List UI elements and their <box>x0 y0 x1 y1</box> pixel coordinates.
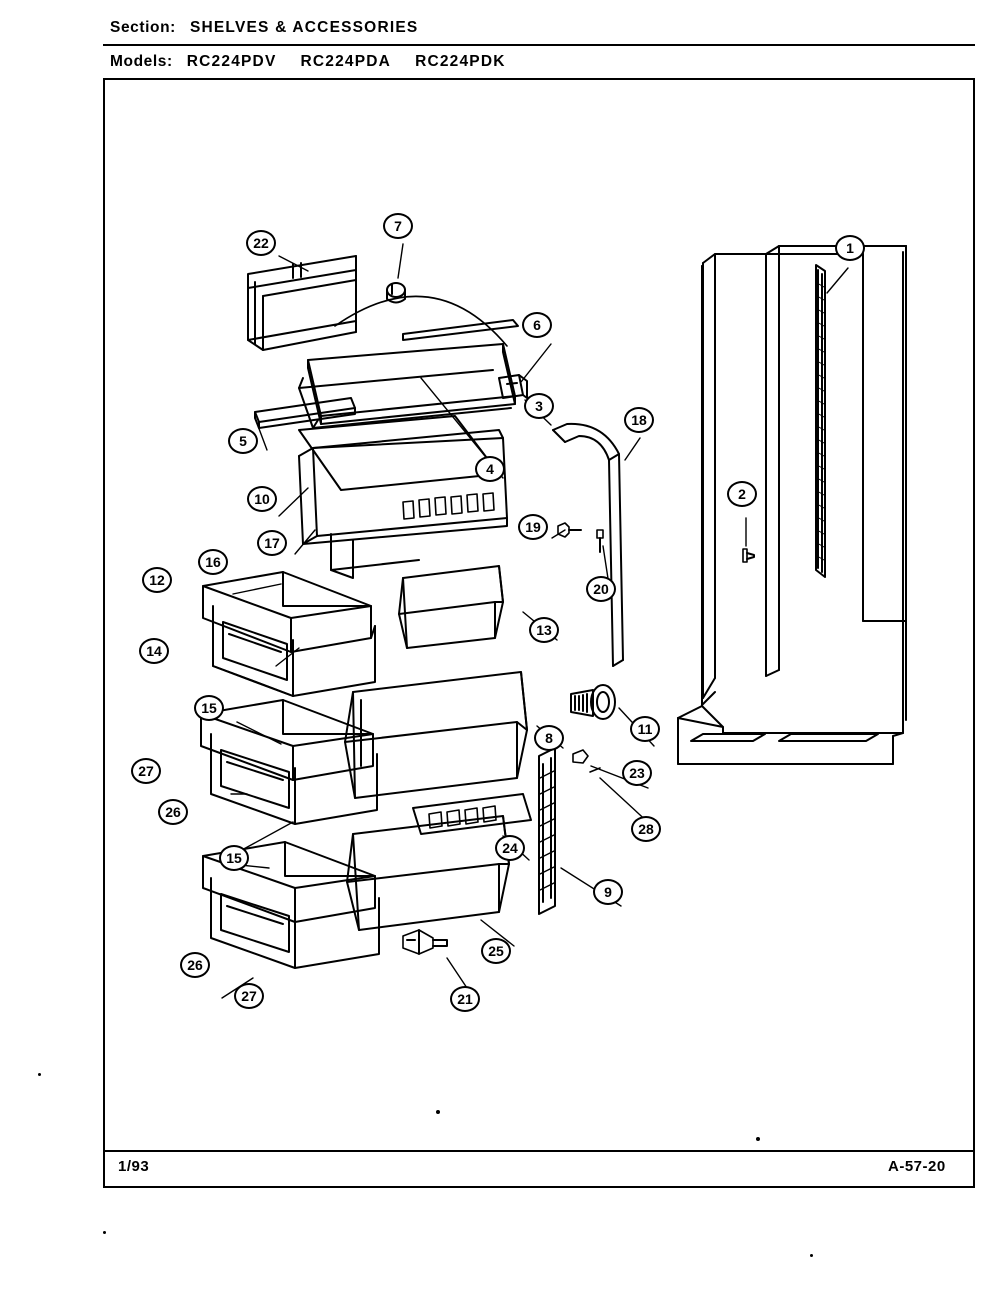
callout-15-lower[interactable]: 15 <box>219 845 249 871</box>
header-divider <box>103 44 975 46</box>
callout-27-lower[interactable]: 27 <box>234 983 264 1009</box>
models-heading <box>110 53 530 71</box>
footer-divider <box>103 1150 975 1152</box>
callout-23[interactable]: 23 <box>622 760 652 786</box>
callout-20[interactable]: 20 <box>586 576 616 602</box>
section-label: Section: <box>110 19 176 36</box>
speck <box>103 1231 106 1234</box>
callout-11[interactable]: 11 <box>630 716 660 742</box>
callout-15[interactable]: 15 <box>194 695 224 721</box>
footer-page-code: A-57-20 <box>888 1158 946 1175</box>
callout-6[interactable]: 6 <box>522 312 552 338</box>
callout-17[interactable]: 17 <box>257 530 287 556</box>
callout-24[interactable]: 24 <box>495 835 525 861</box>
model-1: RC224PDA <box>300 53 392 70</box>
model-2: RC224PDK <box>415 53 506 70</box>
callout-9[interactable]: 9 <box>593 879 623 905</box>
section-value: SHELVES & ACCESSORIES <box>189 19 419 36</box>
callout-22[interactable]: 22 <box>246 230 276 256</box>
model-0: RC224PDV <box>186 53 277 70</box>
models-label: Models: <box>110 53 173 70</box>
callout-21[interactable]: 21 <box>450 986 480 1012</box>
callout-2[interactable]: 2 <box>727 481 757 507</box>
callout-28[interactable]: 28 <box>631 816 661 842</box>
callout-4[interactable]: 4 <box>475 456 505 482</box>
callout-16[interactable]: 16 <box>198 549 228 575</box>
callout-3[interactable]: 3 <box>524 393 554 419</box>
callout-18[interactable]: 18 <box>624 407 654 433</box>
footer-date: 1/93 <box>118 1158 150 1175</box>
callout-13[interactable]: 13 <box>529 617 559 643</box>
callout-27[interactable]: 27 <box>131 758 161 784</box>
speck <box>810 1254 813 1257</box>
callout-26-lower[interactable]: 26 <box>180 952 210 978</box>
callout-26[interactable]: 26 <box>158 799 188 825</box>
speck <box>38 1073 41 1076</box>
callout-19[interactable]: 19 <box>518 514 548 540</box>
callout-10[interactable]: 10 <box>247 486 277 512</box>
callout-12[interactable]: 12 <box>142 567 172 593</box>
models-value <box>187 53 530 71</box>
callout-14[interactable]: 14 <box>139 638 169 664</box>
callout-8[interactable]: 8 <box>534 725 564 751</box>
callout-5[interactable]: 5 <box>228 428 258 454</box>
callout-25[interactable]: 25 <box>481 938 511 964</box>
callout-7[interactable]: 7 <box>383 213 413 239</box>
callout-1[interactable]: 1 <box>835 235 865 261</box>
section-heading <box>110 19 418 37</box>
